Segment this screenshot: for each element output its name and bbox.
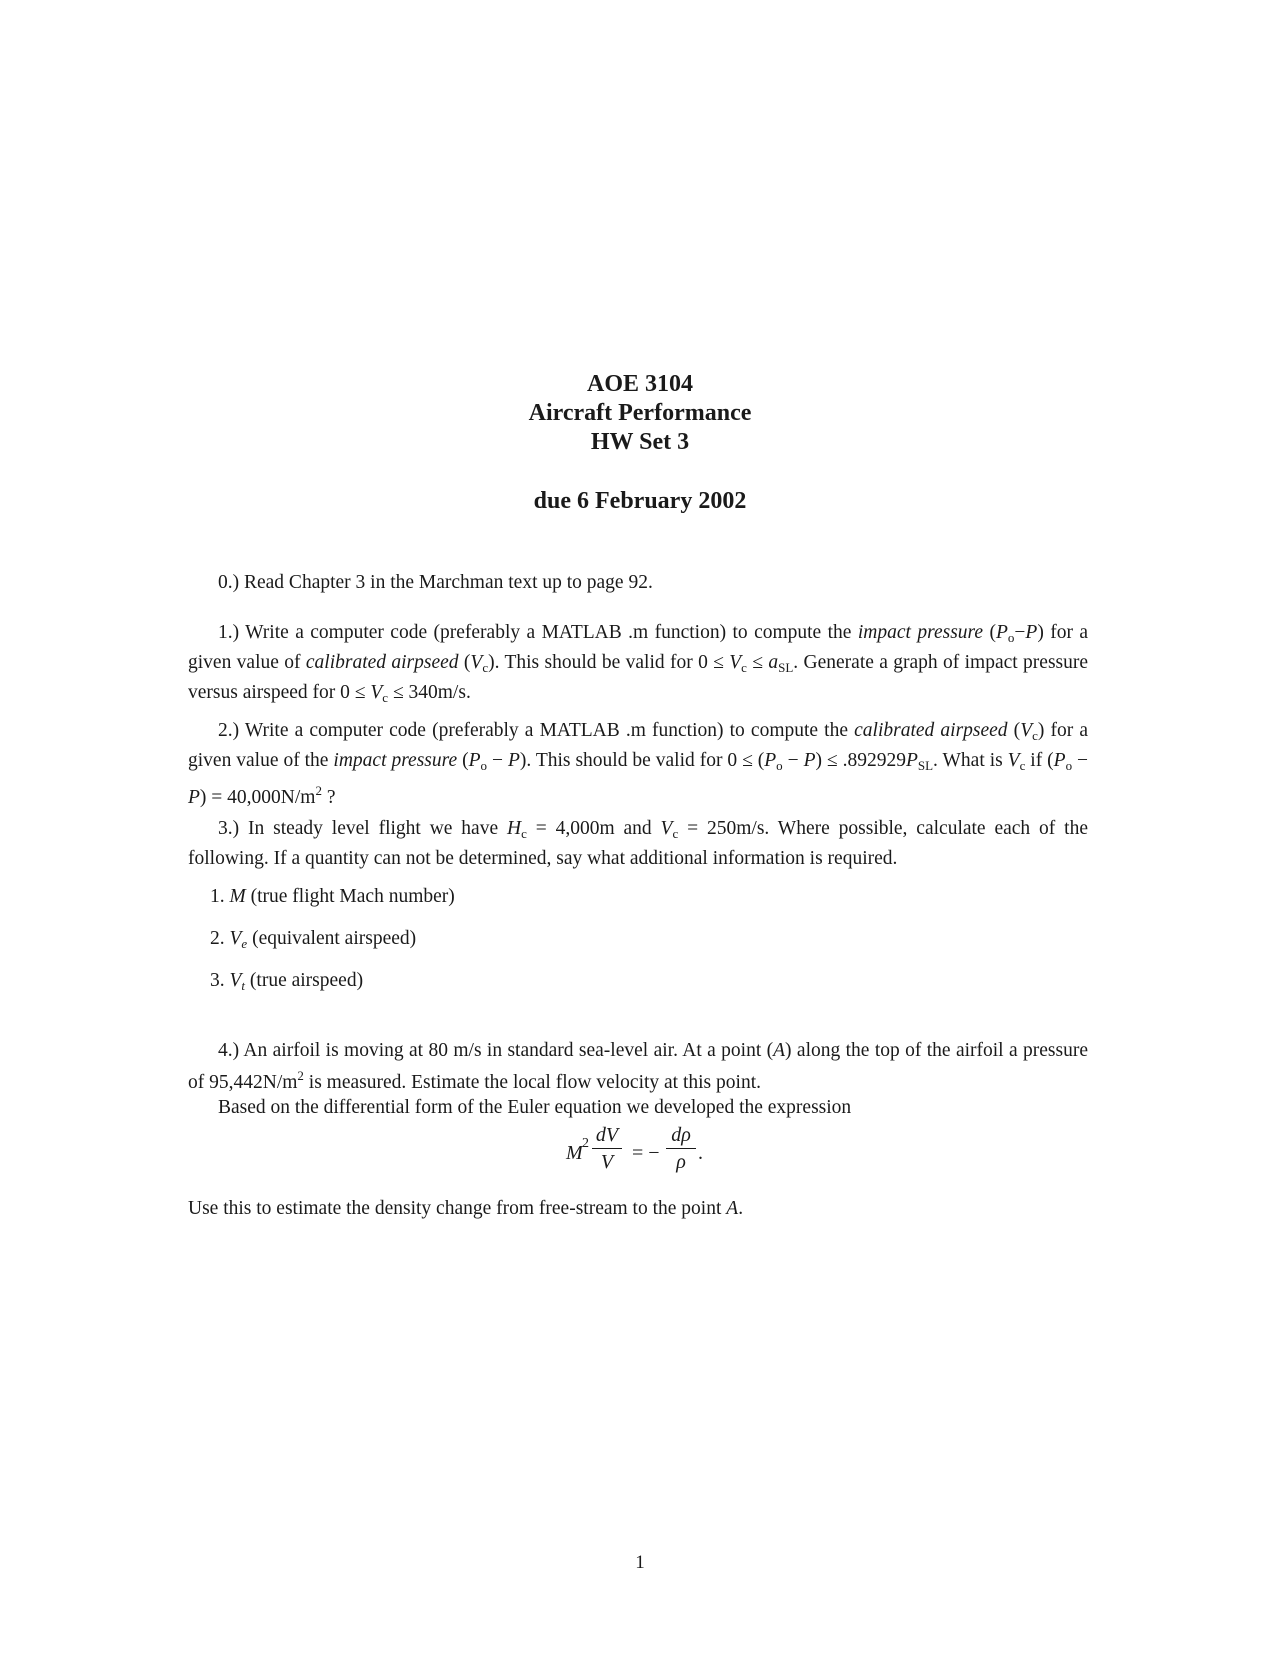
- problem-2: 2.) Write a computer code (preferably a MATLAB .m function) to compute the calibrated airpseed $(V_c)$ for a given value of the impact pressure $(P_o - P)$. This should be valid for $0 \le (P_o - P) \le .892929P_{SL}$. What is $V_c$ if $(P_o - P) = 40,000N/m^2$ ?: [188, 720, 1089, 808]
- problem-1-label: 1.): [218, 622, 240, 643]
- course-title: Aircraft Performance: [528, 400, 752, 426]
- page-number: 1: [635, 1552, 645, 1573]
- problem-3: 3.) In steady level flight we have $H_c = 4,000m$ and $V_c = 250m/s$. Where possible, calculate each of the following. If a quantity can not be determined, say what additional information is required.: [188, 818, 1088, 869]
- homework-set: HW Set 3: [590, 429, 690, 455]
- problem-3-label: 3.): [218, 818, 240, 839]
- problem-0: 0.) Read Chapter 3 in the Marchman text up to page 92.: [218, 572, 653, 593]
- title-block: [0, 370, 1280, 457]
- list-item: 1. M (true flight Mach number): [210, 886, 455, 907]
- course-code: AOE 3104: [586, 371, 693, 397]
- problem-1: 1.) Write a computer code (preferably a MATLAB .m function) to compute the impact pressure $(P_o-P)$ for a given value of calibrated airpseed $(V_c)$. This should be valid for $0 \le V_c \le a_{SL}$. Generate a graph of impact pressure versus airspeed for $0 \le V_c \le 340m/s$.: [188, 622, 1089, 705]
- list-item: 3. $V_t$ (true airspeed): [210, 970, 364, 993]
- due-date: due 6 February 2002: [533, 488, 747, 514]
- problem-4: 4.) An airfoil is moving at 80 m/s in standard sea-level air. At a point (A) along the top of the airfoil a pressure of $95,442N/m^2$ is measured. Estimate the local flow velocity at this point. Based on the differential form of the Euler equation we developed the expression: [188, 1040, 1088, 1118]
- problem-2-label: 2.): [218, 720, 240, 741]
- euler-equation: M 2 dV V = − dρ ρ .: [566, 1124, 703, 1173]
- problem-4-label: 4.): [218, 1040, 240, 1061]
- problem-4-closing: Use this to estimate the density change from free-stream to the point A.: [188, 1198, 744, 1219]
- list-item: 2. $V_e$ (equivalent airspeed): [210, 928, 417, 951]
